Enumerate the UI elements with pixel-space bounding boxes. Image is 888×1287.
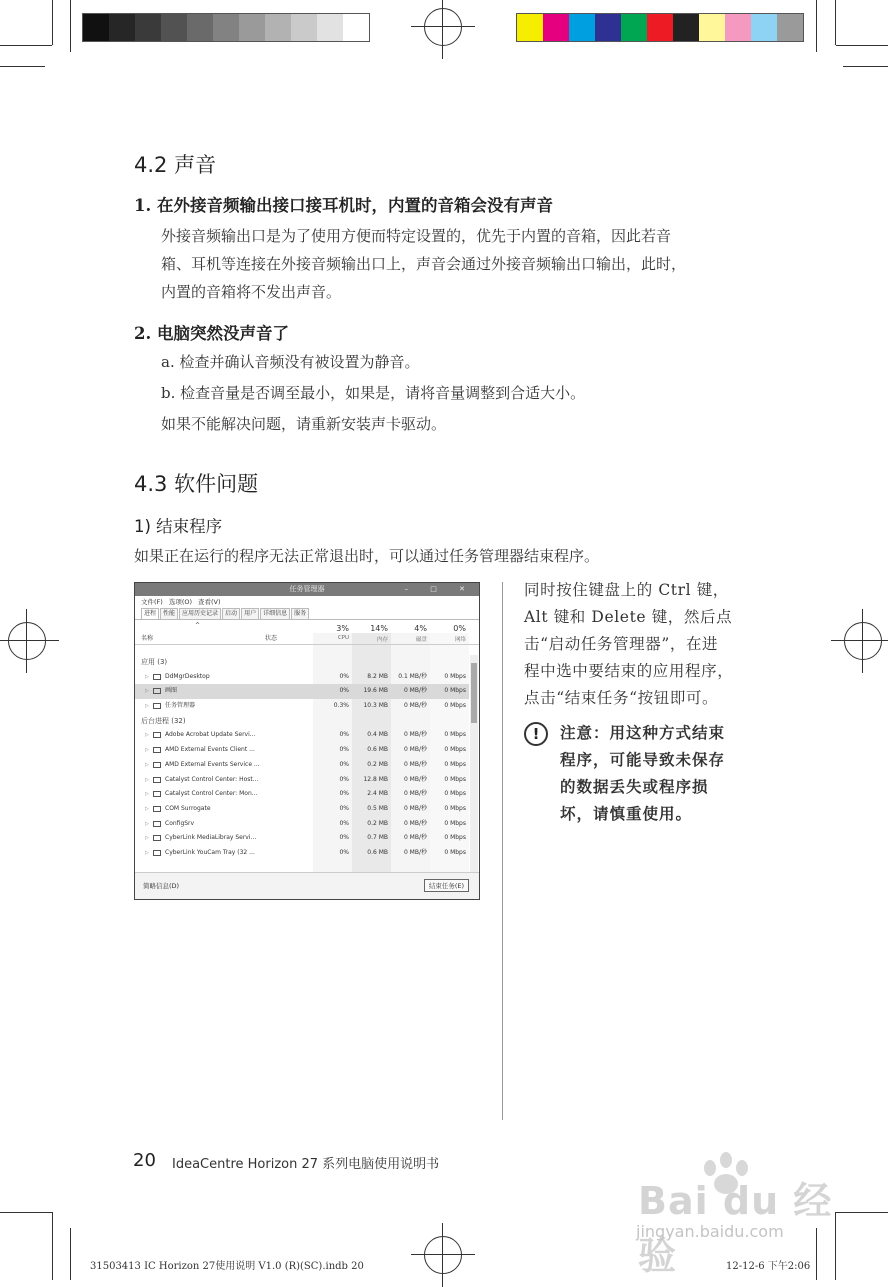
process-disk: 0 MB/秒: [403, 702, 427, 710]
process-memory: 2.4 MB: [367, 790, 388, 798]
step-a: a. 检查并确认音频没有被设置为静音。: [161, 353, 420, 371]
warning-note: [560, 719, 750, 827]
process-disk: 0 MB/秒: [403, 760, 427, 768]
color-swatch: [343, 14, 369, 41]
page-number: 20: [133, 1150, 156, 1171]
window-controls[interactable]: – □ ✕: [404, 585, 475, 593]
process-row[interactable]: [135, 773, 469, 788]
process-network: 0 Mbps: [444, 702, 466, 710]
process-icon: [153, 806, 161, 812]
expand-arrow-icon[interactable]: ▷: [145, 688, 149, 695]
process-memory: 0.2 MB: [367, 819, 388, 827]
window-titlebar: [135, 583, 479, 596]
process-row[interactable]: [135, 670, 469, 685]
memory-percent: 14%: [370, 624, 388, 633]
instruction-line: 同时按住键盘上的 Ctrl 键，: [524, 581, 729, 599]
process-cpu: 0%: [339, 731, 349, 739]
process-cpu: 0%: [339, 760, 349, 768]
process-disk: 0 MB/秒: [403, 848, 427, 856]
process-cpu: 0%: [339, 848, 349, 856]
expand-arrow-icon[interactable]: ▷: [145, 673, 149, 680]
process-icon: [153, 777, 161, 783]
slug-timestamp: 12-12-6 下午2:06: [726, 1261, 811, 1272]
end-task-button[interactable]: 结束任务(E): [424, 879, 469, 892]
warning-icon: !: [524, 722, 548, 746]
section-title-4-3: 4.3 软件问题: [134, 472, 259, 496]
process-group-header[interactable]: [135, 655, 469, 670]
process-memory: 0.6 MB: [367, 848, 388, 856]
process-disk: 0 MB/秒: [403, 746, 427, 754]
process-disk: 0 MB/秒: [403, 819, 427, 827]
network-percent: 0%: [453, 624, 466, 633]
process-disk: 0 MB/秒: [403, 775, 427, 783]
column-header: [135, 620, 479, 645]
crop-mark: [0, 45, 52, 46]
slug-file-info: 31503413 IC Horizon 27使用说明 V1.0 (R)(SC).indb 20: [90, 1261, 364, 1272]
column-status[interactable]: 状态: [265, 635, 278, 642]
question-1-title: 1. 在外接音频输出接口接耳机时，内置的音箱会没有声音: [134, 196, 553, 215]
process-name: ConfigSrv: [165, 819, 195, 827]
step-b: b. 检查音量是否调至最小，如果是，请将音量调整到合适大小。: [161, 384, 586, 402]
scrollbar[interactable]: [470, 655, 478, 873]
sort-arrow: ^: [195, 622, 201, 629]
tab-details[interactable]: 详细信息: [260, 608, 290, 619]
disk-percent: 4%: [414, 624, 427, 633]
process-cpu: 0.3%: [333, 702, 349, 710]
process-cpu: 0%: [339, 687, 349, 695]
color-swatch: [621, 14, 647, 41]
process-list: [135, 655, 469, 873]
process-icon: [153, 835, 161, 841]
registration-mark: [844, 622, 882, 660]
crop-mark: [835, 0, 836, 45]
color-swatch: [777, 14, 803, 41]
process-row[interactable]: [135, 817, 469, 832]
process-icon: [153, 821, 161, 827]
column-memory[interactable]: 内存: [376, 637, 388, 643]
process-network: 0 Mbps: [444, 687, 466, 695]
expand-arrow-icon[interactable]: ▷: [145, 732, 149, 739]
registration-mark: [8, 622, 46, 660]
process-name: Adobe Acrobat Update Servi...: [165, 731, 256, 739]
process-row[interactable]: [135, 728, 469, 743]
section-title-4-2: 4.2 声音: [134, 153, 217, 177]
process-name: AMD External Events Client ...: [165, 746, 255, 754]
color-swatch: [751, 14, 777, 41]
tab-startup[interactable]: 启动: [222, 608, 240, 619]
process-row[interactable]: [135, 684, 469, 699]
process-memory: 8.2 MB: [367, 672, 388, 680]
process-network: 0 Mbps: [444, 834, 466, 842]
process-cpu: 0%: [339, 746, 349, 754]
process-name: 画图: [165, 687, 178, 695]
color-swatch: [543, 14, 569, 41]
color-swatch: [699, 14, 725, 41]
process-memory: 0.7 MB: [367, 834, 388, 842]
menu-options[interactable]: 选项(O): [168, 598, 193, 606]
process-icon: [153, 747, 161, 753]
process-cpu: 0%: [339, 672, 349, 680]
process-group-header[interactable]: [135, 714, 469, 729]
instruction-line: Alt 键和 Delete 键，然后点: [524, 608, 733, 626]
question-1-body: [161, 222, 686, 306]
process-name: AMD External Events Service ...: [165, 760, 260, 768]
color-swatch: [595, 14, 621, 41]
crop-mark: [52, 0, 53, 45]
registration-mark: [424, 1236, 462, 1274]
process-network: 0 Mbps: [444, 731, 466, 739]
process-cpu: 0%: [339, 834, 349, 842]
process-icon: [153, 791, 161, 797]
task-manager-window: [134, 582, 480, 900]
instruction-line: 击“启动任务管理器”，在进: [524, 635, 719, 653]
process-name: DdMgrDesktop: [165, 672, 210, 680]
process-row[interactable]: [135, 831, 469, 846]
process-icon: [153, 674, 161, 680]
process-name: Catalyst Control Center: Host...: [165, 775, 259, 783]
tab-app-history[interactable]: 应用历史记录: [179, 608, 221, 619]
process-memory: 12.8 MB: [363, 775, 388, 783]
crop-mark: [836, 45, 888, 46]
process-disk: 0 MB/秒: [403, 731, 427, 739]
process-disk: 0.1 MB/秒: [398, 672, 427, 680]
column-divider: [502, 582, 503, 1120]
process-memory: 0.4 MB: [367, 731, 388, 739]
watermark-url: jingyan.baidu.com: [636, 1222, 784, 1241]
expand-arrow-icon[interactable]: ▷: [145, 835, 149, 842]
note-line: 坏，请慎重使用。: [560, 804, 693, 823]
process-name: Catalyst Control Center: Mon...: [165, 790, 258, 798]
tab-users[interactable]: 用户: [241, 608, 259, 619]
expand-arrow-icon[interactable]: ▷: [145, 805, 149, 812]
subsection-title: 1) 结束程序: [134, 517, 223, 536]
process-cpu: 0%: [339, 775, 349, 783]
column-network[interactable]: 网络: [454, 637, 466, 643]
process-disk: 0 MB/秒: [403, 834, 427, 842]
process-name: CyberLink MediaLibray Servi...: [165, 834, 257, 842]
color-swatch: [213, 14, 239, 41]
crop-mark: [52, 1212, 53, 1280]
process-icon: [153, 732, 161, 738]
crop-mark: [70, 1228, 71, 1280]
watermark-brand: Bai du 经验: [638, 1179, 833, 1278]
color-swatch: [161, 14, 187, 41]
process-cpu: 0%: [339, 819, 349, 827]
process-disk: 0 MB/秒: [403, 804, 427, 812]
process-network: 0 Mbps: [444, 819, 466, 827]
process-icon: [153, 703, 161, 709]
crop-mark: [836, 1212, 888, 1213]
expand-arrow-icon[interactable]: ▷: [145, 747, 149, 754]
process-name: COM Surrogate: [165, 804, 211, 812]
color-swatch: [109, 14, 135, 41]
grayscale-bar: [82, 13, 370, 42]
process-icon: [153, 762, 161, 768]
tab-processes[interactable]: 进程: [141, 608, 159, 619]
process-memory: 0.6 MB: [367, 746, 388, 754]
intro-text: 如果正在运行的程序无法正常退出时，可以通过任务管理器结束程序。: [134, 547, 600, 565]
process-row[interactable]: [135, 802, 469, 817]
tab-bar: [135, 608, 479, 620]
process-cpu: 0%: [339, 790, 349, 798]
process-memory: 0.5 MB: [367, 804, 388, 812]
color-swatch: [725, 14, 751, 41]
column-cpu[interactable]: CPU: [337, 635, 349, 641]
crop-mark: [0, 1212, 52, 1213]
process-network: 0 Mbps: [444, 804, 466, 812]
tab-services[interactable]: 服务: [291, 608, 309, 619]
process-memory: 10.3 MB: [363, 702, 388, 710]
column-disk[interactable]: 磁盘: [415, 637, 427, 643]
body-line: 外接音频输出口是为了使用方便而特定设置的，优先于内置的音箱，因此若音: [161, 227, 672, 245]
expand-arrow-icon[interactable]: ▷: [145, 820, 149, 827]
process-network: 0 Mbps: [444, 760, 466, 768]
color-swatch: [673, 14, 699, 41]
note-line: 的数据丢失或程序损: [560, 777, 709, 796]
group-label: 应用 (3): [141, 658, 168, 666]
menu-bar: [135, 596, 479, 608]
process-name: 任务管理器: [165, 702, 196, 710]
crop-mark: [816, 0, 817, 52]
process-cpu: 0%: [339, 804, 349, 812]
fewer-details-button[interactable]: 简略信息(D): [143, 882, 180, 890]
color-swatch: [187, 14, 213, 41]
process-row[interactable]: [135, 743, 469, 758]
color-swatch: [291, 14, 317, 41]
color-swatch: [569, 14, 595, 41]
crop-mark: [70, 0, 71, 52]
fallback-text: 如果不能解决问题，请重新安装声卡驱动。: [161, 415, 447, 433]
process-disk: 0 MB/秒: [403, 790, 427, 798]
instruction-line: 程中选中要结束的应用程序，: [524, 662, 734, 680]
cpu-percent: 3%: [336, 624, 349, 633]
process-network: 0 Mbps: [444, 672, 466, 680]
color-swatch: [265, 14, 291, 41]
process-disk: 0 MB/秒: [403, 687, 427, 695]
instruction-text: [524, 577, 744, 712]
color-bar: [516, 13, 804, 42]
tab-performance[interactable]: 性能: [160, 608, 178, 619]
crop-mark: [0, 66, 45, 67]
menu-view[interactable]: 查看(V): [198, 598, 221, 606]
color-swatch: [517, 14, 543, 41]
color-swatch: [239, 14, 265, 41]
body-line: 内置的音箱将不发出声音。: [161, 283, 342, 301]
question-2-body: [161, 348, 585, 438]
body-line: 箱、耳机等连接在外接音频输出口上，声音会通过外接音频输出口输出，此时，: [161, 255, 687, 273]
expand-arrow-icon[interactable]: ▷: [145, 703, 149, 710]
process-network: 0 Mbps: [444, 775, 466, 783]
column-name[interactable]: 名称: [141, 635, 154, 642]
process-memory: 0.2 MB: [367, 760, 388, 768]
process-icon: [153, 850, 161, 856]
process-row[interactable]: [135, 787, 469, 802]
instruction-line: 点击“结束任务“按钮即可。: [524, 689, 719, 707]
menu-file[interactable]: 文件(F): [141, 598, 163, 606]
question-2-title: 2. 电脑突然没声音了: [134, 324, 289, 343]
color-swatch: [83, 14, 109, 41]
process-row[interactable]: [135, 699, 469, 714]
color-swatch: [135, 14, 161, 41]
expand-arrow-icon[interactable]: ▷: [145, 761, 149, 768]
color-swatch: [647, 14, 673, 41]
process-row[interactable]: [135, 846, 469, 861]
process-memory: 19.6 MB: [363, 687, 388, 695]
process-icon: [153, 688, 161, 694]
color-swatch: [317, 14, 343, 41]
expand-arrow-icon[interactable]: ▷: [145, 791, 149, 798]
group-label: 后台进程 (32): [141, 716, 186, 725]
expand-arrow-icon[interactable]: ▷: [145, 776, 149, 783]
task-manager-footer: [135, 872, 479, 899]
process-network: 0 Mbps: [444, 746, 466, 754]
window-title: 任务管理器: [289, 585, 325, 593]
registration-mark: [424, 8, 462, 46]
process-network: 0 Mbps: [444, 848, 466, 856]
note-line: 注意：用这种方式结束: [560, 723, 726, 742]
expand-arrow-icon[interactable]: ▷: [145, 849, 149, 856]
process-row[interactable]: [135, 758, 469, 773]
note-line: 程序，可能导致未保存: [560, 750, 726, 769]
process-name: CyberLink YouCam Tray (32 ...: [165, 848, 255, 856]
process-network: 0 Mbps: [444, 790, 466, 798]
crop-mark: [843, 66, 888, 67]
book-title: IdeaCentre Horizon 27 系列电脑使用说明书: [172, 1157, 440, 1172]
